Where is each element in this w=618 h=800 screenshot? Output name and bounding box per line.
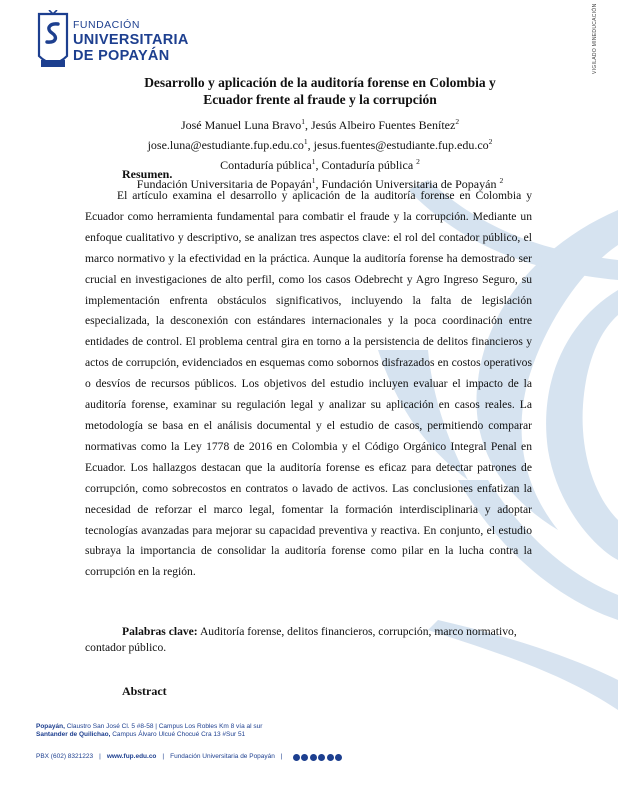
footer-phone: PBX (602) 8321223	[36, 753, 94, 760]
author-emails: $jose.luna@estudiante.fup.edu.co^1$, $jesus.fuentes@estudiante.fup.edu.co^2$	[147, 136, 493, 152]
author-institutions: Fundación Universitaria de Popayán$^1$, Fundación Universitaria de Popayán $^2$	[136, 176, 504, 192]
social-icons	[293, 754, 343, 761]
university-logo	[37, 8, 237, 76]
footer-website-link[interactable]: www.fup.edu.co	[106, 753, 157, 760]
footer-separator: |	[99, 753, 101, 760]
logo-text-line1: FUNDACIÓN	[73, 19, 140, 31]
keywords-list: Auditoría forense, delitos financieros, corrupción, marco normativo, contador público.	[85, 625, 517, 654]
instagram-icon[interactable]	[301, 754, 308, 761]
email-2: jesus.fuentes@estudiante.fup.edu.co	[313, 137, 489, 152]
vigilado-vertical-label	[592, 4, 606, 74]
footer-separator: |	[280, 753, 283, 760]
author-1: José Manuel Luna Bravo	[180, 118, 302, 132]
resumen-paragraph: El artículo examina el desarrollo y aplicación de la auditoría forense en Colombia y Ecuador como herramienta fundamental para combatir el fraude y la corrupción. Mediante un enfoque cualitativo y descriptivo, se analizan tres aspectos clave: el rol del contador público, el marco normativo y la efectividad en la práctica. Aunque la auditoría forense ha demostrado ser crucial en investigaciones de alto perfil, como los casos Odebrecht y Agro Ingreso Seguro, su implementación enfrenta obstáculos significativos, incluyendo la falta de legislación especializada, la desconexión con estándares internacionales y la poca coordinación entre entidades de control. El problema central gira en torno a la persistencia de delitos financieros y actos de corrupción, evidenciados en esquemas como sobornos disfrazados en costos operativos o desvíos de recursos públicos. Los objetivos del estudio incluyen evaluar el impacto de la auditoría forense, examinar su regulación legal y analizar su aplicación en casos reales. La metodología se basa en el análisis documental y el estudio de casos, permitiendo comparar normativas como la Ley 1778 de 2016 en Colombia y el Código Orgánico Integral Penal en Ecuador. Los hallazgos destacan que la auditoría forense es eficaz para detectar patrones de corrupción, como sobrecostos en contratos o lavado de activos. Las conclusiones enfatizan la necesidad de reforzar el marco legal, fomentar la formación interdisciplinaria y adoptar tecnologías avanzadas para mejorar su capacidad preventiva y reactiva. En conjunto, el estudio subraya la importancia de consolidar la auditoría forense como pilar en la lucha contra la corrupción en la región.	[85, 189, 532, 579]
resumen-heading: Resumen.	[122, 167, 173, 181]
institution-2: Fundación Universitaria de Popayán	[321, 177, 497, 192]
email-1: jose.luna@estudiante.fup.edu.co	[147, 137, 304, 152]
abstract-heading: Abstract	[122, 684, 167, 698]
program-1: Contaduría pública	[220, 157, 312, 172]
footer-social-name: Fundación Universitaria de Popayán	[170, 753, 275, 760]
institution-1: Fundación Universitaria de Popayán	[136, 177, 312, 192]
logo-text-line2: UNIVERSITARIA	[73, 31, 189, 48]
author-2: Jesús Albeiro Fuentes Benítez	[311, 118, 456, 132]
x-icon[interactable]	[335, 754, 342, 761]
footer-separator: |	[162, 753, 165, 760]
keywords-label: Palabras clave:	[122, 625, 198, 638]
paper-title	[100, 74, 540, 108]
logo-text-line3: DE POPAYÁN	[73, 48, 170, 64]
program-2: Contaduría pública	[321, 157, 414, 172]
youtube-icon[interactable]	[310, 754, 317, 761]
vigilado-text: VIGILADO MINEDUCACIÓN	[592, 3, 598, 74]
tiktok-icon[interactable]	[318, 754, 325, 761]
university-seal-icon	[37, 10, 69, 74]
footer-address-line2: Santander de Quilichao, Campus Álvaro Ulcué Chocué Cra 13 #Sur 51	[36, 731, 246, 738]
keywords-paragraph	[85, 624, 532, 656]
title-line1: Desarrollo y aplicación de la auditoría forense en Colombia y	[144, 75, 496, 90]
footer-address-line1: Popayán, Claustro San José Cl. 5 #8-58 | Campus Los Robles Km 8 vía al sur	[36, 723, 263, 730]
author-names: José Manuel Luna Bravo$^1$, Jesús Albeiro Fuentes Benítez$^2$	[180, 117, 460, 132]
page-footer	[36, 723, 576, 761]
linkedin-icon[interactable]	[327, 754, 334, 761]
author-programs: Contaduría pública$^1$, Contaduría pública $^2$	[220, 156, 420, 172]
title-line2: Ecuador frente al fraude y la corrupción	[203, 92, 437, 107]
footer-contact-line	[36, 753, 576, 761]
facebook-icon[interactable]	[293, 754, 300, 761]
